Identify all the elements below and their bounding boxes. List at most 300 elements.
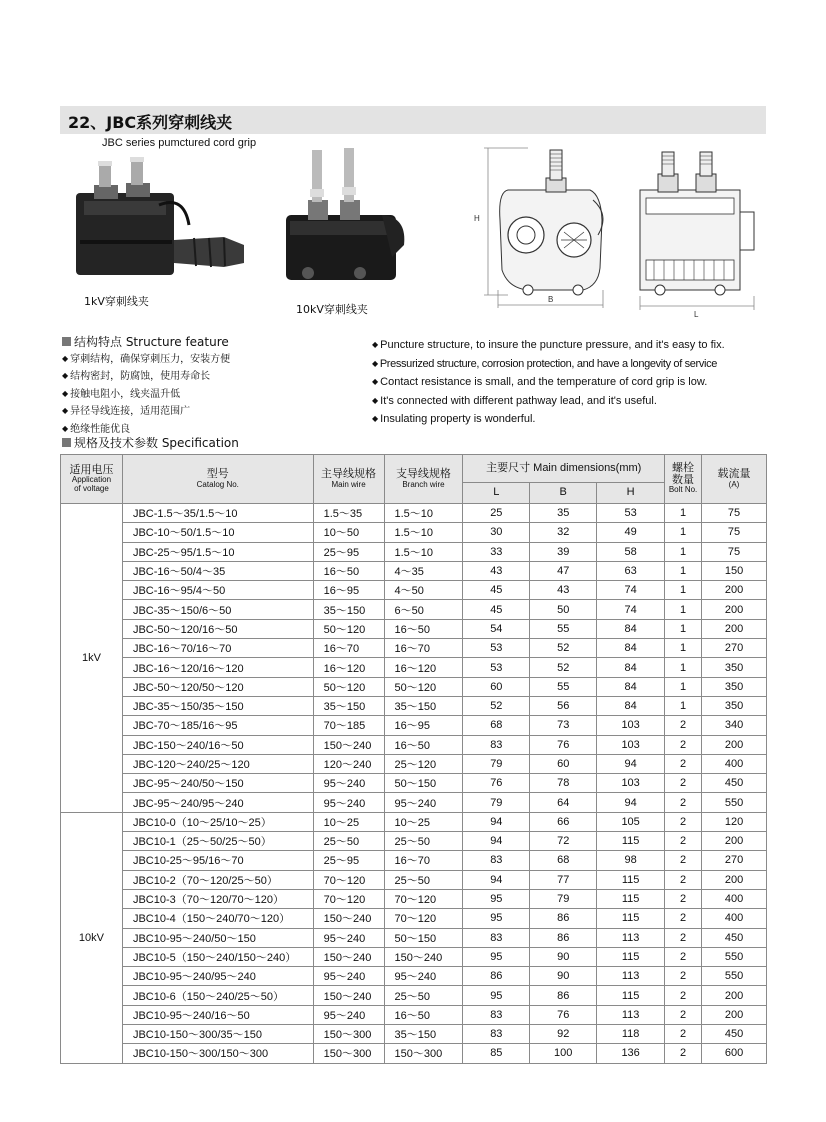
dim-l-cell: 94: [463, 832, 530, 851]
spec-heading: 规格及技术参数 Specification: [62, 434, 239, 451]
branch-wire-cell: 25～50: [384, 870, 463, 889]
current-cell: 120: [702, 812, 767, 831]
catalog-cell: JBC-35～150/6～50: [122, 600, 313, 619]
current-cell: 550: [702, 967, 767, 986]
main-wire-cell: 25～95: [313, 542, 384, 561]
current-cell: 350: [702, 696, 767, 715]
bolt-cell: 1: [665, 561, 702, 580]
bolt-cell: 2: [665, 909, 702, 928]
dim-h-cell: 103: [597, 774, 665, 793]
dim-b-cell: 68: [530, 851, 597, 870]
features-zh: [62, 351, 230, 438]
dim-h-cell: 98: [597, 851, 665, 870]
table-row: [61, 909, 767, 928]
table-row: [61, 851, 767, 870]
main-wire-cell: 95～240: [313, 774, 384, 793]
page-title: 22、JBC系列穿刺线夹: [68, 113, 233, 132]
current-cell: 200: [702, 832, 767, 851]
current-cell: 200: [702, 1005, 767, 1024]
table-row: [61, 832, 767, 851]
current-cell: 350: [702, 658, 767, 677]
main-wire-cell: 150～240: [313, 909, 384, 928]
header-l: L: [463, 483, 530, 504]
dim-h-cell: 115: [597, 947, 665, 966]
branch-wire-cell: 35～150: [384, 1025, 463, 1044]
current-cell: 400: [702, 909, 767, 928]
current-cell: 600: [702, 1044, 767, 1063]
dim-l-cell: 25: [463, 504, 530, 523]
bolt-cell: 2: [665, 1044, 702, 1063]
branch-wire-cell: 16～50: [384, 619, 463, 638]
table-row: [61, 870, 767, 889]
feature-zh-item: ◆ 穿刺结构，确保穿刺压力，安装方便: [62, 354, 231, 365]
dim-h-cell: 115: [597, 870, 665, 889]
current-cell: 400: [702, 754, 767, 773]
dim-b-cell: 86: [530, 986, 597, 1005]
current-cell: 200: [702, 600, 767, 619]
table-row: [61, 542, 767, 561]
bolt-cell: 2: [665, 986, 702, 1005]
bolt-cell: 2: [665, 967, 702, 986]
table-row: [61, 947, 767, 966]
table-row: [61, 696, 767, 715]
dim-l-cell: 45: [463, 600, 530, 619]
main-wire-cell: 70～120: [313, 870, 384, 889]
bolt-cell: 1: [665, 639, 702, 658]
catalog-cell: JBC10-95～240/16～50: [122, 1005, 313, 1024]
feature-en-item: ◆ Pressurized structure, corrosion protection, and have a longevity of service: [372, 357, 718, 370]
dim-l-cell: 30: [463, 523, 530, 542]
branch-wire-cell: 16～120: [384, 658, 463, 677]
branch-wire-cell: 50～150: [384, 928, 463, 947]
main-wire-cell: 150～240: [313, 986, 384, 1005]
side-view-drawing: [630, 140, 760, 320]
catalog-cell: JBC10-95～240/50～150: [122, 928, 313, 947]
current-cell: 400: [702, 889, 767, 908]
feature-zh-item: ◆ 绝缘性能优良: [62, 423, 131, 435]
feature-en-item: ◆ Insulating property is wonderful.: [372, 413, 536, 425]
dim-b-cell: 55: [530, 677, 597, 696]
branch-wire-cell: 35～150: [384, 696, 463, 715]
current-cell: 75: [702, 504, 767, 523]
current-cell: 200: [702, 619, 767, 638]
dim-b-cell: 76: [530, 1005, 597, 1024]
diamond-bullet-icon: ◆: [62, 423, 69, 433]
dim-l-cell: 83: [463, 1005, 530, 1024]
catalog-cell: JBC10-4（150～240/70～120）: [122, 909, 313, 928]
table-row: [61, 619, 767, 638]
current-cell: 75: [702, 542, 767, 561]
table-row: [61, 774, 767, 793]
bolt-cell: 2: [665, 947, 702, 966]
dim-h-cell: 115: [597, 889, 665, 908]
dim-l-cell: 68: [463, 716, 530, 735]
spec-table: [60, 454, 767, 1064]
feature-zh-item: ◆ 异径导线连接，适用范围广: [62, 406, 191, 418]
bolt-cell: 2: [665, 1005, 702, 1024]
dim-l-cell: 95: [463, 889, 530, 908]
dim-h-cell: 103: [597, 735, 665, 754]
main-wire-cell: 95～240: [313, 1005, 384, 1024]
main-wire-cell: 16～50: [313, 561, 384, 580]
branch-wire-cell: 4～35: [384, 561, 463, 580]
dim-l-label: L: [694, 310, 699, 319]
current-cell: 270: [702, 851, 767, 870]
page-subtitle: JBC series pumctured cord grip: [102, 137, 257, 149]
dim-h-cell: 115: [597, 832, 665, 851]
dim-b-cell: 90: [530, 947, 597, 966]
dim-b-cell: 78: [530, 774, 597, 793]
current-cell: 450: [702, 774, 767, 793]
table-row: [61, 677, 767, 696]
table-row: [61, 1044, 767, 1063]
dim-b-cell: 86: [530, 909, 597, 928]
voltage-cell: 10kV: [61, 812, 123, 1063]
branch-wire-cell: 70～120: [384, 889, 463, 908]
bolt-cell: 2: [665, 851, 702, 870]
catalog-cell: JBC-25～95/1.5～10: [122, 542, 313, 561]
bolt-cell: 2: [665, 754, 702, 773]
current-cell: 450: [702, 928, 767, 947]
dim-l-cell: 85: [463, 1044, 530, 1063]
catalog-cell: JBC-16～95/4～50: [122, 581, 313, 600]
diamond-bullet-icon: ◆: [372, 414, 379, 423]
dim-l-cell: 53: [463, 658, 530, 677]
bolt-cell: 1: [665, 581, 702, 600]
diamond-bullet-icon: ◆: [372, 377, 379, 386]
bolt-cell: 2: [665, 928, 702, 947]
branch-wire-cell: 95～240: [384, 967, 463, 986]
branch-wire-cell: 150～300: [384, 1044, 463, 1063]
main-wire-cell: 35～150: [313, 600, 384, 619]
dim-b-label: B: [548, 295, 554, 304]
catalog-cell: JBC-70～185/16～95: [122, 716, 313, 735]
main-wire-cell: 150～240: [313, 735, 384, 754]
dim-h-cell: 115: [597, 986, 665, 1005]
bolt-cell: 2: [665, 812, 702, 831]
bolt-cell: 1: [665, 677, 702, 696]
current-cell: 200: [702, 870, 767, 889]
10kv-caption: 10kV穿刺线夹: [296, 303, 368, 316]
catalog-cell: JBC10-2（70～120/25～50）: [122, 870, 313, 889]
voltage-cell: 1kV: [61, 504, 123, 813]
dim-l-cell: 43: [463, 561, 530, 580]
catalog-cell: JBC-10～50/1.5～10: [122, 523, 313, 542]
main-wire-cell: 150～240: [313, 947, 384, 966]
dim-l-cell: 79: [463, 793, 530, 812]
dim-h-cell: 113: [597, 967, 665, 986]
diamond-bullet-icon: ◆: [372, 395, 379, 405]
dim-l-cell: 94: [463, 870, 530, 889]
main-wire-cell: 16～70: [313, 639, 384, 658]
catalog-cell: JBC-95～240/95～240: [122, 793, 313, 812]
dim-b-cell: 76: [530, 735, 597, 754]
header-catalog: 型号 Catalog No.: [122, 455, 313, 504]
catalog-cell: JBC10-0（10～25/10～25）: [122, 812, 313, 831]
table-row: [61, 600, 767, 619]
branch-wire-cell: 10～25: [384, 812, 463, 831]
table-row: [61, 889, 767, 908]
catalog-cell: JBC10-6（150～240/25～50）: [122, 986, 313, 1005]
main-wire-cell: 35～150: [313, 696, 384, 715]
catalog-cell: JBC-16～50/4～35: [122, 561, 313, 580]
dim-l-cell: 52: [463, 696, 530, 715]
dim-b-cell: 35: [530, 504, 597, 523]
dim-h-cell: 113: [597, 1005, 665, 1024]
catalog-cell: JBC-150～240/16～50: [122, 735, 313, 754]
branch-wire-cell: 6～50: [384, 600, 463, 619]
dim-h-cell: 94: [597, 754, 665, 773]
current-cell: 75: [702, 523, 767, 542]
dim-l-cell: 54: [463, 619, 530, 638]
dim-b-cell: 60: [530, 754, 597, 773]
1kv-caption: 1kV穿刺线夹: [84, 295, 149, 308]
dim-h-cell: 115: [597, 909, 665, 928]
bolt-cell: 2: [665, 1025, 702, 1044]
dim-h-cell: 84: [597, 639, 665, 658]
catalog-cell: JBC-95～240/50～150: [122, 774, 313, 793]
bolt-cell: 2: [665, 832, 702, 851]
dim-h-cell: 105: [597, 812, 665, 831]
feature-en-item: ◆ Contact resistance is small, and the temperature of cord grip is low.: [372, 376, 708, 388]
current-cell: 270: [702, 639, 767, 658]
current-cell: 450: [702, 1025, 767, 1044]
bolt-cell: 1: [665, 523, 702, 542]
header-branch-wire: 支导线规格 Branch wire: [384, 455, 463, 504]
dim-h-cell: 84: [597, 696, 665, 715]
diamond-bullet-icon: ◆: [62, 406, 69, 416]
bolt-cell: 1: [665, 696, 702, 715]
dim-b-cell: 92: [530, 1025, 597, 1044]
table-row: [61, 812, 767, 831]
main-wire-cell: 95～240: [313, 928, 384, 947]
current-cell: 550: [702, 947, 767, 966]
table-row: [61, 581, 767, 600]
catalog-cell: JBC10-1（25～50/25～50）: [122, 832, 313, 851]
current-cell: 150: [702, 561, 767, 580]
dim-l-cell: 53: [463, 639, 530, 658]
dim-h-cell: 74: [597, 600, 665, 619]
header-b: B: [530, 483, 597, 504]
catalog-cell: JBC10-95～240/95～240: [122, 967, 313, 986]
dim-b-cell: 52: [530, 639, 597, 658]
dim-h-cell: 118: [597, 1025, 665, 1044]
dim-b-cell: 77: [530, 870, 597, 889]
main-wire-cell: 10～50: [313, 523, 384, 542]
square-bullet-icon: [62, 337, 71, 346]
dim-b-cell: 43: [530, 581, 597, 600]
branch-wire-cell: 16～95: [384, 716, 463, 735]
dim-b-cell: 72: [530, 832, 597, 851]
dim-l-cell: 60: [463, 677, 530, 696]
dim-h-cell: 84: [597, 619, 665, 638]
header-bolt: 螺栓 数量 Bolt No.: [665, 455, 702, 504]
branch-wire-cell: 16～50: [384, 1005, 463, 1024]
branch-wire-cell: 25～50: [384, 832, 463, 851]
dim-l-cell: 95: [463, 909, 530, 928]
branch-wire-cell: 95～240: [384, 793, 463, 812]
dim-h-cell: 53: [597, 504, 665, 523]
main-wire-cell: 50～120: [313, 619, 384, 638]
catalog-cell: JBC-50～120/50～120: [122, 677, 313, 696]
catalog-cell: JBC-120～240/25～120: [122, 754, 313, 773]
table-row: [61, 523, 767, 542]
table-row: [61, 928, 767, 947]
current-cell: 200: [702, 986, 767, 1005]
dim-b-cell: 52: [530, 658, 597, 677]
catalog-cell: JBC-1.5～35/1.5～10: [122, 504, 313, 523]
branch-wire-cell: 150～240: [384, 947, 463, 966]
diamond-bullet-icon: ◆: [62, 354, 69, 363]
dim-l-cell: 79: [463, 754, 530, 773]
main-wire-cell: 25～50: [313, 832, 384, 851]
dim-b-cell: 64: [530, 793, 597, 812]
table-row: [61, 658, 767, 677]
branch-wire-cell: 50～120: [384, 677, 463, 696]
branch-wire-cell: 16～50: [384, 735, 463, 754]
branch-wire-cell: 16～70: [384, 639, 463, 658]
dim-l-cell: 33: [463, 542, 530, 561]
branch-wire-cell: 1.5～10: [384, 523, 463, 542]
dim-h-cell: 113: [597, 928, 665, 947]
catalog-cell: JBC-35～150/35～150: [122, 696, 313, 715]
dim-l-cell: 45: [463, 581, 530, 600]
dim-l-cell: 83: [463, 851, 530, 870]
dim-h-cell: 84: [597, 658, 665, 677]
branch-wire-cell: 4～50: [384, 581, 463, 600]
dim-b-cell: 73: [530, 716, 597, 735]
dim-b-cell: 79: [530, 889, 597, 908]
table-row: [61, 754, 767, 773]
current-cell: 550: [702, 793, 767, 812]
dim-l-cell: 94: [463, 812, 530, 831]
bolt-cell: 2: [665, 870, 702, 889]
dim-h-cell: 63: [597, 561, 665, 580]
branch-wire-cell: 16～70: [384, 851, 463, 870]
front-view-drawing: [468, 140, 618, 315]
catalog-cell: JBC10-150～300/35～150: [122, 1025, 313, 1044]
dim-b-cell: 90: [530, 967, 597, 986]
header-voltage: 适用电压 Application of voltage: [61, 455, 123, 504]
diamond-bullet-icon: ◆: [372, 358, 378, 368]
bolt-icon: [131, 159, 143, 185]
main-wire-cell: 16～120: [313, 658, 384, 677]
header-dimensions: 主要尺寸 Main dimensions(mm): [463, 455, 665, 483]
dim-b-cell: 47: [530, 561, 597, 580]
dim-b-cell: 55: [530, 619, 597, 638]
dim-b-cell: 32: [530, 523, 597, 542]
main-wire-cell: 50～120: [313, 677, 384, 696]
square-bullet-icon: [62, 438, 71, 447]
current-cell: 340: [702, 716, 767, 735]
catalog-cell: JBC10-3（70～120/70～120）: [122, 889, 313, 908]
dim-b-cell: 86: [530, 928, 597, 947]
feature-zh-item: ◆ 结构密封，防腐蚀，使用寿命长: [62, 371, 211, 383]
header-main-wire: 主导线规格 Main wire: [313, 455, 384, 504]
diamond-bullet-icon: ◆: [62, 388, 69, 398]
main-wire-cell: 120～240: [313, 754, 384, 773]
catalog-cell: JBC-16～120/16～120: [122, 658, 313, 677]
feature-en-item: ◆ It's connected with different pathway lead, and it's useful.: [372, 394, 657, 407]
1kv-clamp-photo: [64, 145, 254, 295]
table-row: [61, 793, 767, 812]
header-h: H: [597, 483, 665, 504]
table-row: [61, 639, 767, 658]
dim-l-cell: 76: [463, 774, 530, 793]
bolt-cell: 1: [665, 619, 702, 638]
dim-b-cell: 50: [530, 600, 597, 619]
bolt-cell: 2: [665, 793, 702, 812]
bolt-icon: [99, 163, 111, 187]
table-row: [61, 1025, 767, 1044]
table-row: [61, 504, 767, 523]
dim-l-cell: 95: [463, 947, 530, 966]
dim-l-cell: 83: [463, 928, 530, 947]
main-wire-cell: 95～240: [313, 967, 384, 986]
bolt-cell: 2: [665, 774, 702, 793]
bolt-cell: 1: [665, 600, 702, 619]
catalog-cell: JBC10-150～300/150～300: [122, 1044, 313, 1063]
dim-l-cell: 83: [463, 735, 530, 754]
main-wire-cell: 10～25: [313, 812, 384, 831]
dim-b-cell: 56: [530, 696, 597, 715]
dim-b-cell: 66: [530, 812, 597, 831]
dim-h-label: H: [474, 214, 480, 223]
bolt-cell: 2: [665, 889, 702, 908]
main-wire-cell: 16～95: [313, 581, 384, 600]
table-row: [61, 561, 767, 580]
dim-b-cell: 39: [530, 542, 597, 561]
feature-en-item: ◆ Puncture structure, to insure the puncture pressure, and it's easy to fix.: [372, 339, 725, 351]
main-wire-cell: 150～300: [313, 1025, 384, 1044]
dim-h-cell: 49: [597, 523, 665, 542]
10kv-clamp-photo: [272, 145, 412, 300]
dim-l-cell: 83: [463, 1025, 530, 1044]
branch-wire-cell: 50～150: [384, 774, 463, 793]
catalog-cell: JBC10-25～95/16～70: [122, 851, 313, 870]
dim-h-cell: 58: [597, 542, 665, 561]
diamond-bullet-icon: ◆: [62, 371, 69, 381]
dim-b-cell: 100: [530, 1044, 597, 1063]
bolt-cell: 1: [665, 504, 702, 523]
branch-wire-cell: 1.5～10: [384, 504, 463, 523]
main-wire-cell: 70～120: [313, 889, 384, 908]
catalog-cell: JBC10-5（150～240/150～240）: [122, 947, 313, 966]
dim-l-cell: 95: [463, 986, 530, 1005]
catalog-cell: JBC-50～120/16～50: [122, 619, 313, 638]
main-wire-cell: 150～300: [313, 1044, 384, 1063]
table-row: [61, 735, 767, 754]
current-cell: 350: [702, 677, 767, 696]
bolt-cell: 2: [665, 735, 702, 754]
table-row: [61, 986, 767, 1005]
main-wire-cell: 25～95: [313, 851, 384, 870]
branch-wire-cell: 1.5～10: [384, 542, 463, 561]
dim-h-cell: 136: [597, 1044, 665, 1063]
table-row: [61, 716, 767, 735]
diamond-bullet-icon: ◆: [372, 340, 379, 349]
features-en: [372, 336, 725, 429]
dim-h-cell: 103: [597, 716, 665, 735]
structure-heading: 结构特点 Structure feature: [62, 333, 229, 350]
current-cell: 200: [702, 735, 767, 754]
bolt-cell: 1: [665, 658, 702, 677]
bolt-cell: 2: [665, 716, 702, 735]
current-cell: 200: [702, 581, 767, 600]
catalog-cell: JBC-16～70/16～70: [122, 639, 313, 658]
main-wire-cell: 70～185: [313, 716, 384, 735]
feature-zh-item: ◆ 接触电阻小，线夹温升低: [62, 388, 181, 400]
